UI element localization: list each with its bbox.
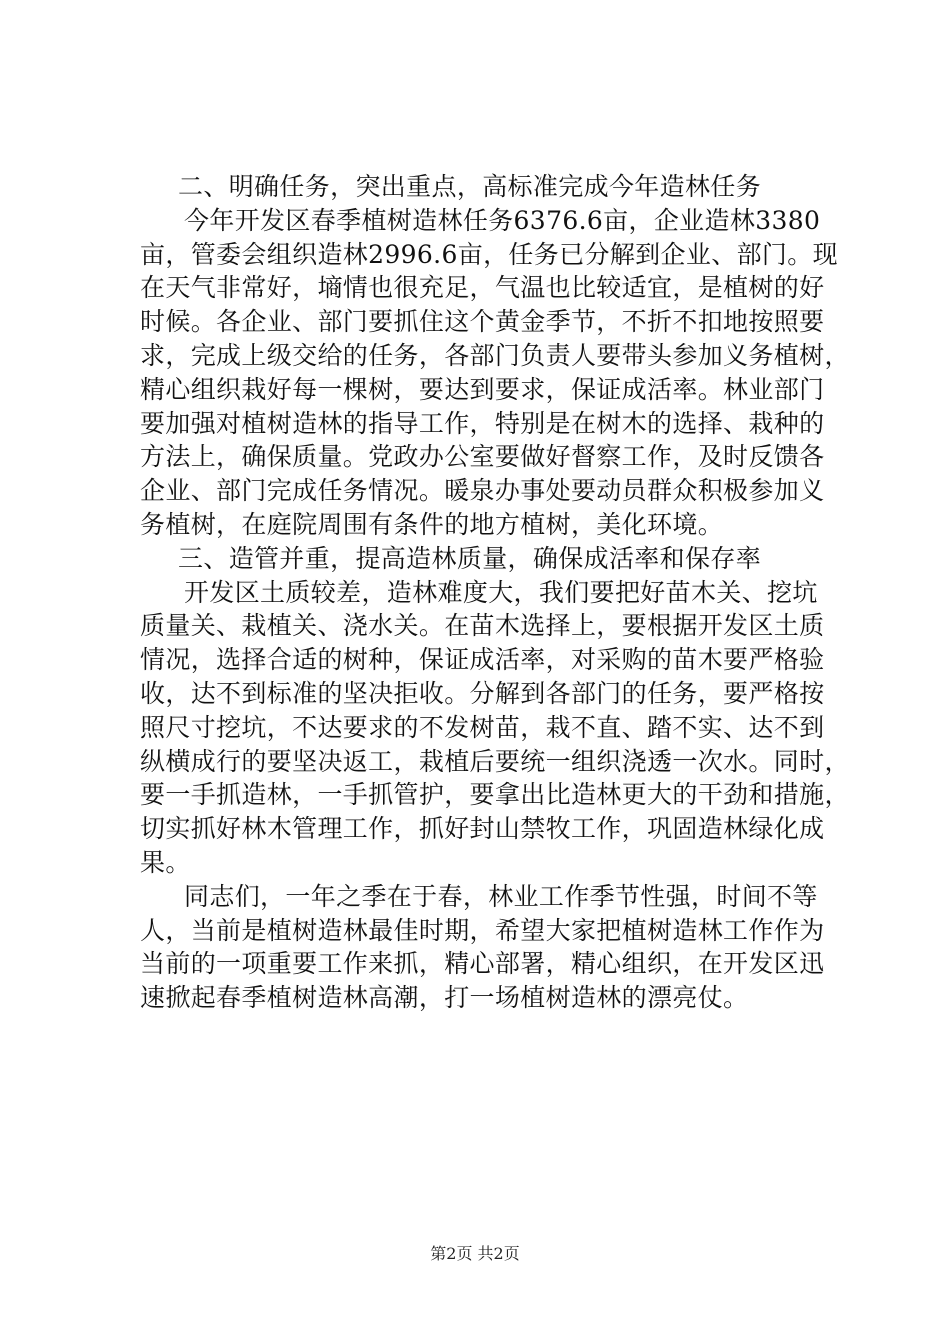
page-number-footer: 第2页 共2页 xyxy=(430,1244,520,1263)
paragraph-line: 人，当前是植树造林最佳时期，希望大家把植树造林工作作为 xyxy=(140,915,825,945)
section-heading-2: 二、明确任务，突出重点，高标准完成今年造林任务 xyxy=(178,172,762,201)
section-heading-3: 三、造管并重，提高造林质量，确保成活率和保存率 xyxy=(178,543,762,573)
paragraph-line: 求，完成上级交给的任务，各部门负责人要带头参加义务植树， xyxy=(140,340,850,370)
paragraph-line: 今年开发区春季植树造林任务6376.6亩，企业造林3380 xyxy=(184,205,821,235)
paragraph-line: 质量关、栽植关、浇水关。在苗木选择上，要根据开发区土质 xyxy=(140,611,825,641)
paragraph-line: 果。 xyxy=(140,847,191,877)
paragraph-line: 方法上，确保质量。党政办公室要做好督察工作，及时反馈各 xyxy=(140,442,825,472)
paragraph-line: 精心组织栽好每一棵树，要达到要求，保证成活率。林业部门 xyxy=(140,374,825,404)
paragraph-line: 企业、部门完成任务情况。暖泉办事处要动员群众积极参加义 xyxy=(140,476,825,506)
paragraph-line: 务植树，在庭院周围有条件的地方植树，美化环境。 xyxy=(140,509,724,539)
paragraph-line: 同志们，一年之季在于春，林业工作季节性强，时间不等 xyxy=(184,881,818,911)
paragraph-line: 切实抓好林木管理工作，抓好封山禁牧工作，巩固造林绿化成 xyxy=(140,814,825,844)
paragraph-line: 时候。各企业、部门要抓住这个黄金季节，不折不扣地按照要 xyxy=(140,307,825,337)
paragraph-line: 当前的一项重要工作来抓，精心部署，精心组织，在开发区迅 xyxy=(140,949,825,979)
paragraph-line: 纵横成行的要坚决返工，栽植后要统一组织浇透一次水。同时， xyxy=(140,746,850,776)
paragraph-line: 要一手抓造林，一手抓管护，要拿出比造林更大的干劲和措施， xyxy=(140,780,850,810)
paragraph-line: 收，达不到标准的坚决拒收。分解到各部门的任务，要严格按 xyxy=(140,678,825,708)
document-body xyxy=(140,170,850,1015)
paragraph-line: 情况，选择合适的树种，保证成活率，对采购的苗木要严格验 xyxy=(140,645,825,675)
paragraph-line: 开发区土质较差，造林难度大，我们要把好苗木关、挖坑 xyxy=(184,577,818,607)
paragraph-line: 亩，管委会组织造林2996.6亩，任务已分解到企业、部门。现 xyxy=(140,239,838,269)
paragraph-line: 要加强对植树造林的指导工作，特别是在树木的选择、栽种的 xyxy=(140,408,825,438)
paragraph-line: 速掀起春季植树造林高潮，打一场植树造林的漂亮仗。 xyxy=(140,983,749,1013)
paragraph-line: 照尺寸挖坑，不达要求的不发树苗，栽不直、踏不实、达不到 xyxy=(140,712,825,742)
paragraph-line: 在天气非常好，墒情也很充足，气温也比较适宜，是植树的好 xyxy=(140,273,825,303)
